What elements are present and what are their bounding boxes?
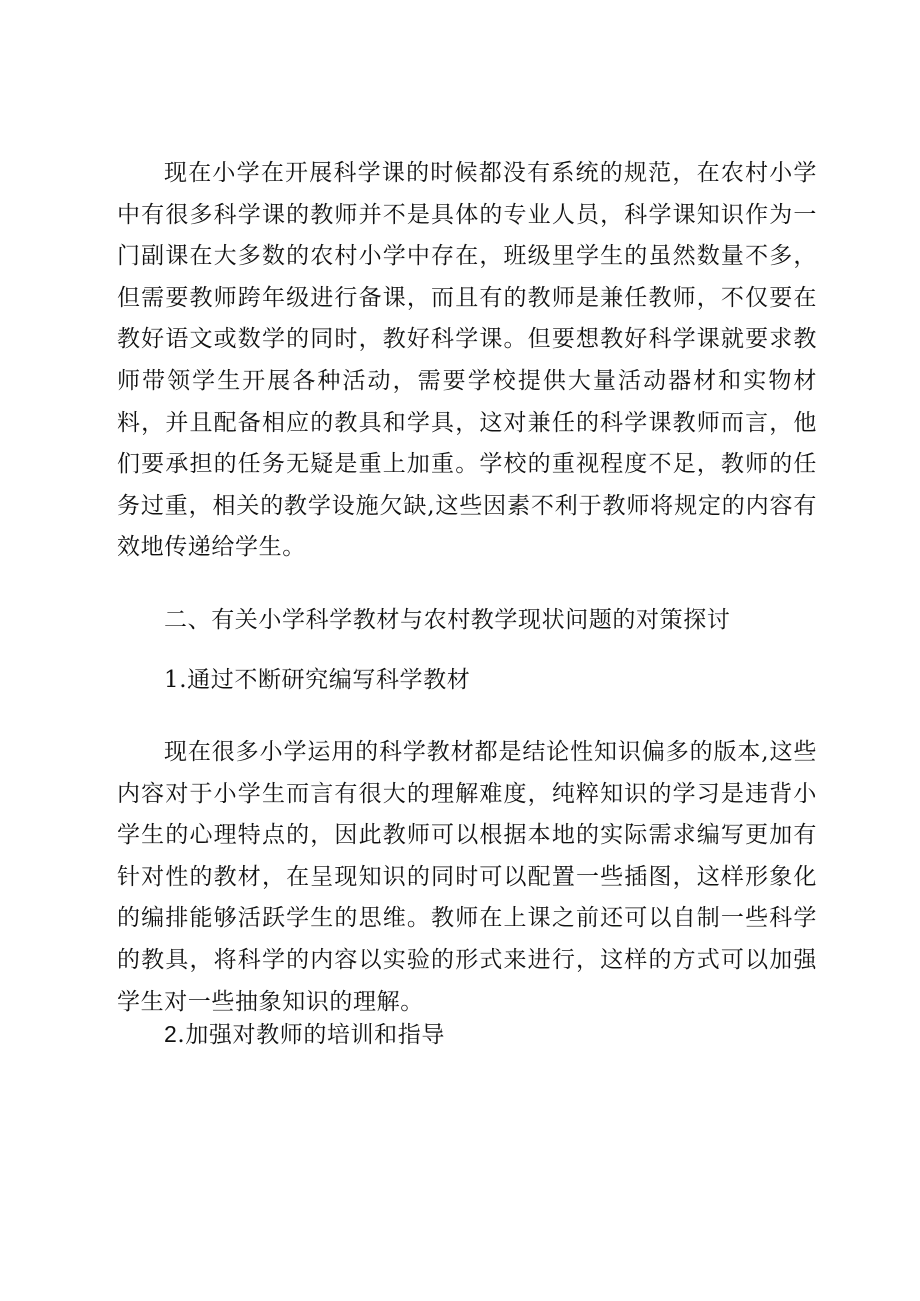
section-heading: 二、有关小学科学教材与农村教学现状问题的对策探讨 <box>164 607 731 633</box>
paragraph-2: 现在很多小学运用的科学教材都是结论性知识偏多的版本,这些内容对于小学生而言有很大的理解难度，纯粹知识的学习是违背小学生的心理特点的，因此教师可以根据本地的实际需求编写更加有针对性的教材，在呈现知识的同时可以配置一些插图，这样形象化的编排能够活跃学生的思维。教师在上课之前还可以自制一些科学的教具，将科学的内容以实验的形式来进行，这样的方式可以加强学生对一些抽象知识的理解。 <box>117 739 817 1015</box>
subheading-2-number: 2 <box>164 1021 178 1047</box>
subheading-2-text: .加强对教师的培训和指导 <box>177 1022 445 1048</box>
subheading-2 <box>164 1014 445 1057</box>
paragraph-1: 现在小学在开展科学课的时候都没有系统的规范，在农村小学中有很多科学课的教师并不是具体的专业人员，科学课知识作为一门副课在大多数的农村小学中存在，班级里学生的虽然数量不多，但需要教师跨年级进行备课，而且有的教师是兼任教师，不仅要在教好语文或数学的同时，教好科学课。但要想教好科学课就要求教师带领学生开展各种活动，需要学校提供大量活动器材和实物材料，并且配备相应的教具和学具，这对兼任的科学课教师而言，他们要承担的任务无疑是重上加重。学校的重视程度不足，教师的任务过重，相关的教学设施欠缺,这些因素不利于教师将规定的内容有效地传递给学生。 <box>117 160 817 561</box>
subheading-1: 1.通过不断研究编写科学教材 <box>164 667 471 693</box>
